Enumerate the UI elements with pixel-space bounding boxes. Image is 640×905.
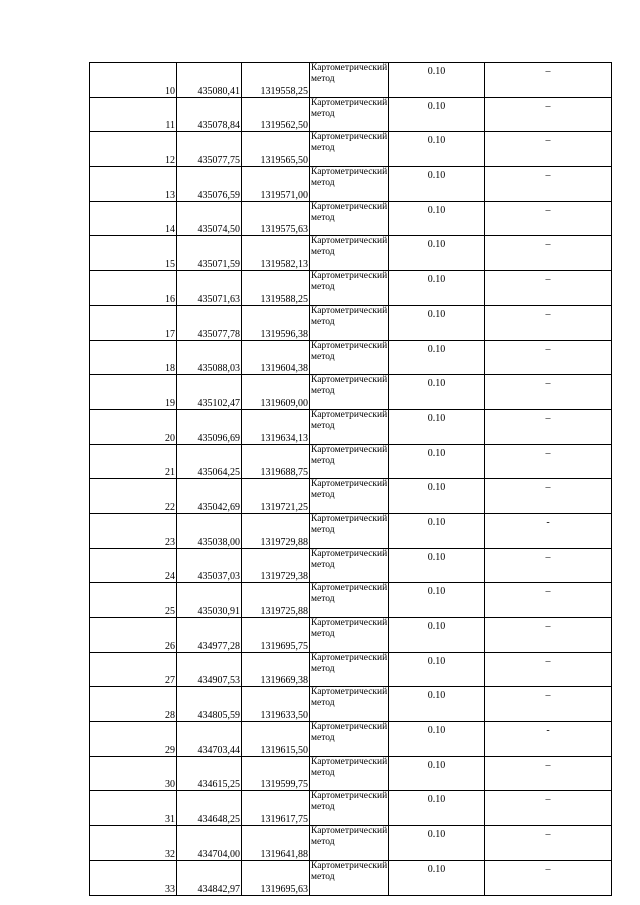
point-number-cell: 28 <box>90 687 177 722</box>
point-number-cell: 13 <box>90 167 177 202</box>
table-row <box>90 583 612 618</box>
method-cell: Картометрический метод <box>310 583 389 618</box>
point-number-cell: 15 <box>90 236 177 271</box>
y-coordinate-cell: 1319688,75 <box>242 444 310 479</box>
point-number-cell: 16 <box>90 271 177 306</box>
point-number-cell: 26 <box>90 618 177 653</box>
note-cell: – <box>485 826 612 861</box>
y-coordinate-cell: 1319633,50 <box>242 687 310 722</box>
x-coordinate-cell: 435102,47 <box>177 375 242 410</box>
accuracy-cell: 0.10 <box>389 63 485 98</box>
note-cell: – <box>485 340 612 375</box>
accuracy-cell: 0.10 <box>389 340 485 375</box>
table-row <box>90 409 612 444</box>
point-number-cell: 27 <box>90 652 177 687</box>
accuracy-cell: 0.10 <box>389 860 485 895</box>
y-coordinate-cell: 1319582,13 <box>242 236 310 271</box>
table-row <box>90 513 612 548</box>
note-cell: – <box>485 791 612 826</box>
method-cell: Картометрический метод <box>310 860 389 895</box>
table-row <box>90 271 612 306</box>
x-coordinate-cell: 435074,50 <box>177 201 242 236</box>
table-row <box>90 618 612 653</box>
method-cell: Картометрический метод <box>310 305 389 340</box>
y-coordinate-cell: 1319721,25 <box>242 479 310 514</box>
method-cell: Картометрический метод <box>310 271 389 306</box>
y-coordinate-cell: 1319725,88 <box>242 583 310 618</box>
note-cell: – <box>485 271 612 306</box>
note-cell: – <box>485 132 612 167</box>
y-coordinate-cell: 1319695,63 <box>242 860 310 895</box>
note-cell: – <box>485 305 612 340</box>
method-cell: Картометрический метод <box>310 791 389 826</box>
y-coordinate-cell: 1319565,50 <box>242 132 310 167</box>
x-coordinate-cell: 435080,41 <box>177 63 242 98</box>
table-row <box>90 167 612 202</box>
y-coordinate-cell: 1319596,38 <box>242 305 310 340</box>
table-row <box>90 756 612 791</box>
method-cell: Картометрический метод <box>310 687 389 722</box>
y-coordinate-cell: 1319634,13 <box>242 409 310 444</box>
point-number-cell: 33 <box>90 860 177 895</box>
point-number-cell: 30 <box>90 756 177 791</box>
note-cell: – <box>485 860 612 895</box>
x-coordinate-cell: 434907,53 <box>177 652 242 687</box>
method-cell: Картометрический метод <box>310 722 389 757</box>
accuracy-cell: 0.10 <box>389 618 485 653</box>
x-coordinate-cell: 434648,25 <box>177 791 242 826</box>
point-number-cell: 12 <box>90 132 177 167</box>
note-cell: – <box>485 548 612 583</box>
accuracy-cell: 0.10 <box>389 583 485 618</box>
y-coordinate-cell: 1319558,25 <box>242 63 310 98</box>
method-cell: Картометрический метод <box>310 201 389 236</box>
note-cell: – <box>485 375 612 410</box>
y-coordinate-cell: 1319729,38 <box>242 548 310 583</box>
accuracy-cell: 0.10 <box>389 271 485 306</box>
y-coordinate-cell: 1319695,75 <box>242 618 310 653</box>
point-number-cell: 17 <box>90 305 177 340</box>
table-row <box>90 791 612 826</box>
point-number-cell: 25 <box>90 583 177 618</box>
point-number-cell: 21 <box>90 444 177 479</box>
x-coordinate-cell: 435096,69 <box>177 409 242 444</box>
accuracy-cell: 0.10 <box>389 97 485 132</box>
y-coordinate-cell: 1319641,88 <box>242 826 310 861</box>
method-cell: Картометрический метод <box>310 63 389 98</box>
x-coordinate-cell: 434704,00 <box>177 826 242 861</box>
x-coordinate-cell: 435030,91 <box>177 583 242 618</box>
note-cell: – <box>485 444 612 479</box>
point-number-cell: 31 <box>90 791 177 826</box>
y-coordinate-cell: 1319615,50 <box>242 722 310 757</box>
method-cell: Картометрический метод <box>310 479 389 514</box>
point-number-cell: 20 <box>90 409 177 444</box>
accuracy-cell: 0.10 <box>389 444 485 479</box>
accuracy-cell: 0.10 <box>389 132 485 167</box>
x-coordinate-cell: 435042,69 <box>177 479 242 514</box>
accuracy-cell: 0.10 <box>389 409 485 444</box>
accuracy-cell: 0.10 <box>389 236 485 271</box>
table-row <box>90 132 612 167</box>
x-coordinate-cell: 435038,00 <box>177 513 242 548</box>
method-cell: Картометрический метод <box>310 340 389 375</box>
method-cell: Картометрический метод <box>310 132 389 167</box>
note-cell: – <box>485 409 612 444</box>
accuracy-cell: 0.10 <box>389 305 485 340</box>
note-cell: – <box>485 201 612 236</box>
table-row <box>90 687 612 722</box>
y-coordinate-cell: 1319617,75 <box>242 791 310 826</box>
note-cell: – <box>485 687 612 722</box>
accuracy-cell: 0.10 <box>389 548 485 583</box>
y-coordinate-cell: 1319599,75 <box>242 756 310 791</box>
table-row <box>90 236 612 271</box>
note-cell: – <box>485 167 612 202</box>
x-coordinate-cell: 434842,97 <box>177 860 242 895</box>
note-cell: – <box>485 63 612 98</box>
note-cell: – <box>485 479 612 514</box>
point-number-cell: 24 <box>90 548 177 583</box>
method-cell: Картометрический метод <box>310 548 389 583</box>
y-coordinate-cell: 1319729,88 <box>242 513 310 548</box>
x-coordinate-cell: 435071,59 <box>177 236 242 271</box>
table-row <box>90 548 612 583</box>
table-row <box>90 444 612 479</box>
accuracy-cell: 0.10 <box>389 513 485 548</box>
accuracy-cell: 0.10 <box>389 722 485 757</box>
table-row <box>90 652 612 687</box>
method-cell: Картометрический метод <box>310 513 389 548</box>
point-number-cell: 11 <box>90 97 177 132</box>
method-cell: Картометрический метод <box>310 652 389 687</box>
accuracy-cell: 0.10 <box>389 201 485 236</box>
method-cell: Картометрический метод <box>310 97 389 132</box>
table-row <box>90 479 612 514</box>
note-cell: – <box>485 618 612 653</box>
x-coordinate-cell: 434615,25 <box>177 756 242 791</box>
point-number-cell: 10 <box>90 63 177 98</box>
method-cell: Картометрический метод <box>310 409 389 444</box>
y-coordinate-cell: 1319562,50 <box>242 97 310 132</box>
method-cell: Картометрический метод <box>310 236 389 271</box>
note-cell: – <box>485 583 612 618</box>
x-coordinate-cell: 434805,59 <box>177 687 242 722</box>
table-row <box>90 63 612 98</box>
x-coordinate-cell: 435076,59 <box>177 167 242 202</box>
table-row <box>90 375 612 410</box>
table-row <box>90 826 612 861</box>
coordinates-table <box>89 62 612 896</box>
y-coordinate-cell: 1319669,38 <box>242 652 310 687</box>
table-row <box>90 340 612 375</box>
note-cell: – <box>485 756 612 791</box>
note-cell: - <box>485 513 612 548</box>
x-coordinate-cell: 435088,03 <box>177 340 242 375</box>
x-coordinate-cell: 435071,63 <box>177 271 242 306</box>
method-cell: Картометрический метод <box>310 444 389 479</box>
x-coordinate-cell: 435078,84 <box>177 97 242 132</box>
accuracy-cell: 0.10 <box>389 167 485 202</box>
accuracy-cell: 0.10 <box>389 652 485 687</box>
accuracy-cell: 0.10 <box>389 375 485 410</box>
table-row <box>90 97 612 132</box>
accuracy-cell: 0.10 <box>389 687 485 722</box>
table-row <box>90 722 612 757</box>
table-row <box>90 860 612 895</box>
method-cell: Картометрический метод <box>310 618 389 653</box>
y-coordinate-cell: 1319588,25 <box>242 271 310 306</box>
point-number-cell: 29 <box>90 722 177 757</box>
point-number-cell: 18 <box>90 340 177 375</box>
y-coordinate-cell: 1319604,38 <box>242 340 310 375</box>
x-coordinate-cell: 434977,28 <box>177 618 242 653</box>
y-coordinate-cell: 1319571,00 <box>242 167 310 202</box>
note-cell: - <box>485 722 612 757</box>
point-number-cell: 14 <box>90 201 177 236</box>
accuracy-cell: 0.10 <box>389 791 485 826</box>
method-cell: Картометрический метод <box>310 375 389 410</box>
x-coordinate-cell: 435077,75 <box>177 132 242 167</box>
point-number-cell: 19 <box>90 375 177 410</box>
coordinates-table-body <box>90 63 612 896</box>
table-row <box>90 201 612 236</box>
method-cell: Картометрический метод <box>310 826 389 861</box>
accuracy-cell: 0.10 <box>389 826 485 861</box>
accuracy-cell: 0.10 <box>389 479 485 514</box>
x-coordinate-cell: 435037,03 <box>177 548 242 583</box>
note-cell: – <box>485 652 612 687</box>
x-coordinate-cell: 435077,78 <box>177 305 242 340</box>
accuracy-cell: 0.10 <box>389 756 485 791</box>
y-coordinate-cell: 1319609,00 <box>242 375 310 410</box>
note-cell: – <box>485 97 612 132</box>
point-number-cell: 22 <box>90 479 177 514</box>
method-cell: Картометрический метод <box>310 756 389 791</box>
point-number-cell: 32 <box>90 826 177 861</box>
method-cell: Картометрический метод <box>310 167 389 202</box>
x-coordinate-cell: 435064,25 <box>177 444 242 479</box>
y-coordinate-cell: 1319575,63 <box>242 201 310 236</box>
table-row <box>90 305 612 340</box>
note-cell: – <box>485 236 612 271</box>
x-coordinate-cell: 434703,44 <box>177 722 242 757</box>
point-number-cell: 23 <box>90 513 177 548</box>
